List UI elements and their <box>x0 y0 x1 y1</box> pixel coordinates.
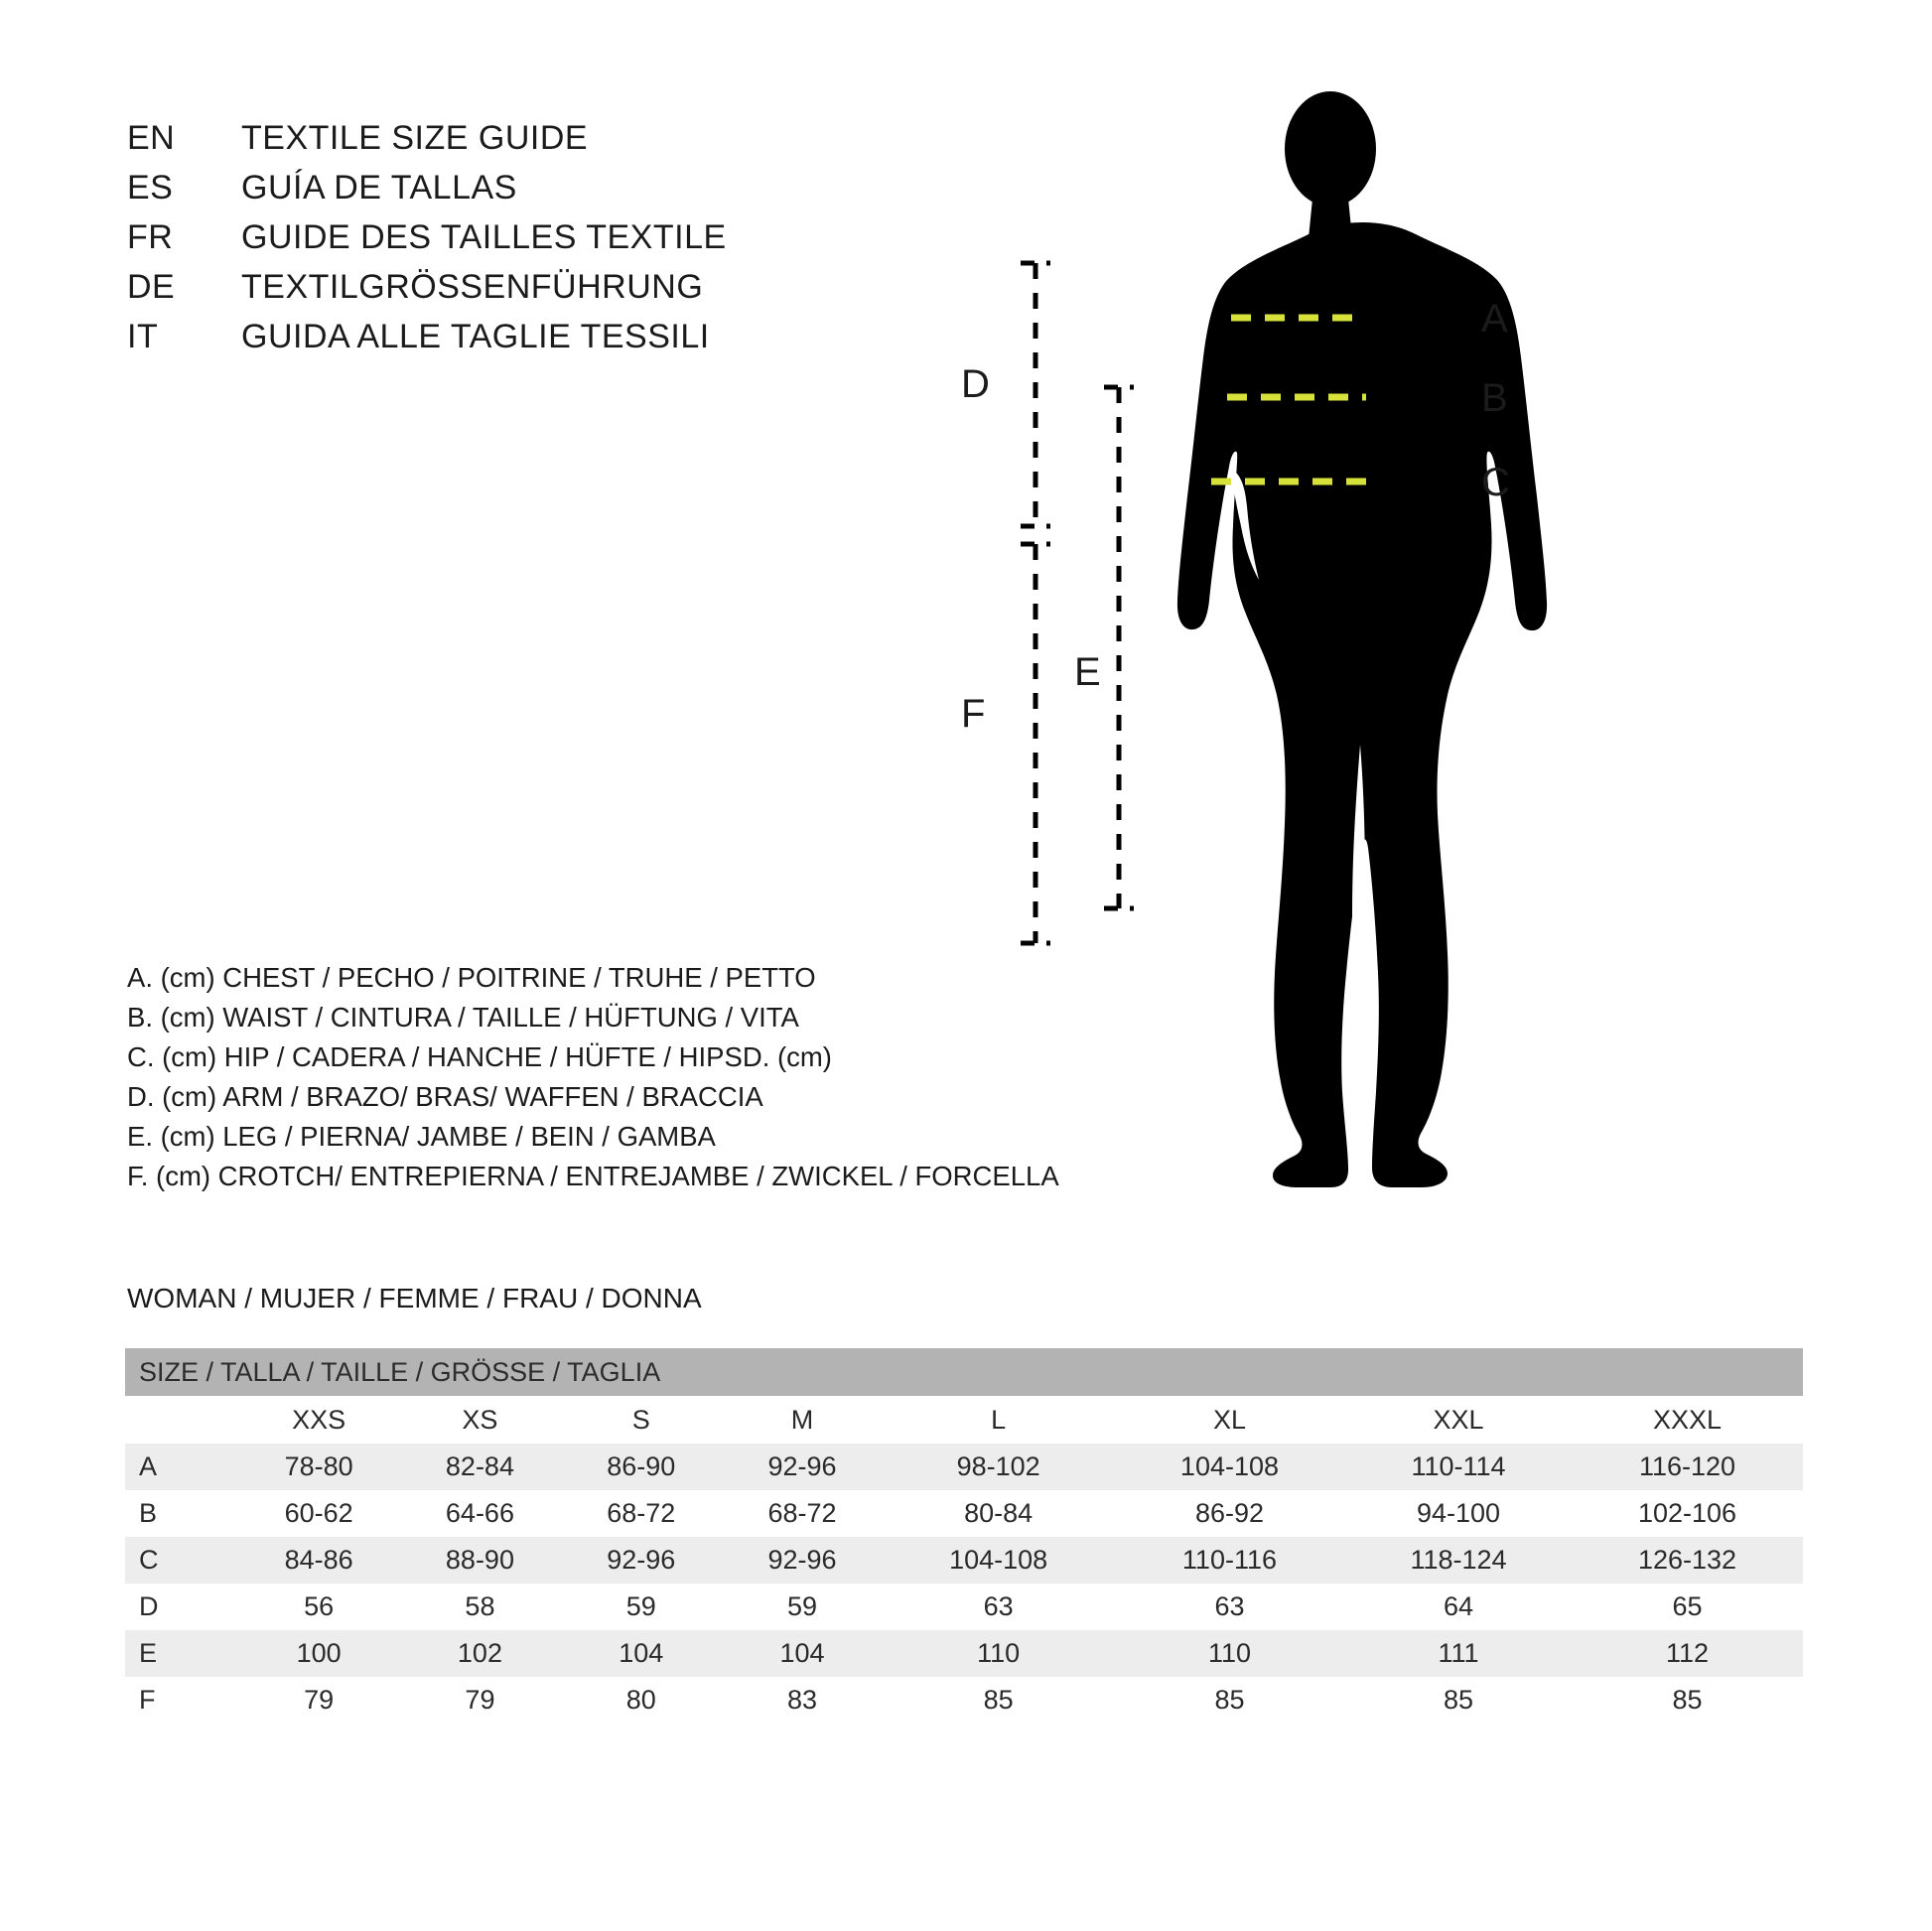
cell-a-xxl: 110-114 <box>1345 1444 1572 1490</box>
row-label-e: E <box>125 1630 238 1677</box>
cell-e-xl: 110 <box>1114 1630 1345 1677</box>
cell-b-xxs: 60-62 <box>238 1490 399 1537</box>
cell-b-xxxl: 102-106 <box>1572 1490 1803 1537</box>
cell-a-xxxl: 116-120 <box>1572 1444 1803 1490</box>
col-l: L <box>883 1396 1114 1444</box>
row-label-b: B <box>125 1490 238 1537</box>
arm-dimension-bracket <box>1021 263 1050 526</box>
cell-e-m: 104 <box>722 1630 883 1677</box>
cell-c-xs: 88-90 <box>399 1537 560 1584</box>
title-lang-it: IT <box>127 318 159 355</box>
table-row <box>125 1490 1803 1537</box>
cell-d-xl: 63 <box>1114 1584 1345 1630</box>
row-label-d: D <box>125 1584 238 1630</box>
legend-item-f: F. (cm) CROTCH/ ENTREPIERNA / ENTREJAMBE / ZWICKEL / FORCELLA <box>127 1161 1059 1191</box>
title-row <box>127 268 727 318</box>
cell-f-xs: 79 <box>399 1677 560 1724</box>
title-text-fr: GUIDE DES TAILLES TEXTILE <box>241 218 727 256</box>
col-xxs: XXS <box>238 1396 399 1444</box>
title-text-es: GUÍA DE TALLAS <box>241 169 517 207</box>
cell-c-l: 104-108 <box>883 1537 1114 1584</box>
cell-e-xxxl: 112 <box>1572 1630 1803 1677</box>
legend-item-a: A. (cm) CHEST / PECHO / POITRINE / TRUHE / PETTO <box>127 962 816 993</box>
title-text-de: TEXTILGRÖSSENFÜHRUNG <box>241 268 704 306</box>
cell-b-l: 80-84 <box>883 1490 1114 1537</box>
row-label-a: A <box>125 1444 238 1490</box>
cell-e-s: 104 <box>561 1630 722 1677</box>
leg-dimension-bracket <box>1104 387 1134 908</box>
title-lang-fr: FR <box>127 218 174 256</box>
title-lang-de: DE <box>127 268 176 306</box>
row-label-c: C <box>125 1537 238 1584</box>
table-header-row <box>125 1348 1803 1396</box>
cell-f-l: 85 <box>883 1677 1114 1724</box>
legend-item-b: B. (cm) WAIST / CINTURA / TAILLE / HÜFTUNG / VITA <box>127 1002 799 1033</box>
cell-a-l: 98-102 <box>883 1444 1114 1490</box>
label-waist-b: B <box>1481 376 1508 420</box>
cell-f-xxs: 79 <box>238 1677 399 1724</box>
title-text-en: TEXTILE SIZE GUIDE <box>241 119 589 157</box>
cell-b-xxl: 94-100 <box>1345 1490 1572 1537</box>
title-row <box>127 169 727 218</box>
cell-f-xxxl: 85 <box>1572 1677 1803 1724</box>
group-label: WOMAN / MUJER / FEMME / FRAU / DONNA <box>127 1283 702 1313</box>
row-label-f: F <box>125 1677 238 1724</box>
cell-e-xs: 102 <box>399 1630 560 1677</box>
label-crotch-f: F <box>961 692 986 736</box>
col-m: M <box>722 1396 883 1444</box>
cell-d-xxs: 56 <box>238 1584 399 1630</box>
cell-b-xl: 86-92 <box>1114 1490 1345 1537</box>
title-lang-en: EN <box>127 119 176 157</box>
label-hip-c: C <box>1481 461 1510 504</box>
col-xl: XL <box>1114 1396 1345 1444</box>
size-table <box>125 1348 1803 1724</box>
legend-item-c: C. (cm) HIP / CADERA / HANCHE / HÜFTE / HIPSD. (cm) <box>127 1041 832 1072</box>
cell-f-s: 80 <box>561 1677 722 1724</box>
table-corner-cell <box>125 1396 238 1444</box>
cell-d-l: 63 <box>883 1584 1114 1630</box>
cell-b-xs: 64-66 <box>399 1490 560 1537</box>
cell-f-m: 83 <box>722 1677 883 1724</box>
cell-a-xxs: 78-80 <box>238 1444 399 1490</box>
table-row <box>125 1677 1803 1724</box>
cell-d-s: 59 <box>561 1584 722 1630</box>
table-row <box>125 1630 1803 1677</box>
cell-e-xxs: 100 <box>238 1630 399 1677</box>
table-column-row <box>125 1396 1803 1444</box>
cell-a-m: 92-96 <box>722 1444 883 1490</box>
cell-c-xxl: 118-124 <box>1345 1537 1572 1584</box>
cell-c-m: 92-96 <box>722 1537 883 1584</box>
col-xxl: XXL <box>1345 1396 1572 1444</box>
table-header-label: SIZE / TALLA / TAILLE / GRÖSSE / TAGLIA <box>125 1348 1803 1396</box>
table-row <box>125 1584 1803 1630</box>
cell-a-s: 86-90 <box>561 1444 722 1490</box>
cell-c-xl: 110-116 <box>1114 1537 1345 1584</box>
title-block <box>127 119 727 367</box>
crotch-dimension-bracket <box>1021 544 1050 943</box>
title-text-it: GUIDA ALLE TAGLIE TESSILI <box>241 318 710 355</box>
cell-e-xxl: 111 <box>1345 1630 1572 1677</box>
female-silhouette-icon <box>1177 91 1547 1187</box>
cell-c-xxs: 84-86 <box>238 1537 399 1584</box>
cell-d-xxxl: 65 <box>1572 1584 1803 1630</box>
body-measurement-diagram <box>961 60 1906 1251</box>
cell-d-xxl: 64 <box>1345 1584 1572 1630</box>
cell-b-s: 68-72 <box>561 1490 722 1537</box>
measurement-legend <box>127 958 1059 1196</box>
title-row <box>127 218 727 268</box>
label-leg-e: E <box>1074 650 1101 694</box>
col-xxxl: XXXL <box>1572 1396 1803 1444</box>
cell-f-xxl: 85 <box>1345 1677 1572 1724</box>
cell-e-l: 110 <box>883 1630 1114 1677</box>
title-row <box>127 318 727 367</box>
legend-item-e: E. (cm) LEG / PIERNA/ JAMBE / BEIN / GAMBA <box>127 1121 716 1152</box>
title-row <box>127 119 727 169</box>
cell-c-s: 92-96 <box>561 1537 722 1584</box>
title-lang-es: ES <box>127 169 174 207</box>
cell-b-m: 68-72 <box>722 1490 883 1537</box>
cell-d-xs: 58 <box>399 1584 560 1630</box>
col-xs: XS <box>399 1396 560 1444</box>
label-arm-d: D <box>961 362 990 406</box>
label-chest-a: A <box>1481 297 1508 341</box>
cell-a-xs: 82-84 <box>399 1444 560 1490</box>
table-row <box>125 1537 1803 1584</box>
cell-c-xxxl: 126-132 <box>1572 1537 1803 1584</box>
cell-f-xl: 85 <box>1114 1677 1345 1724</box>
col-s: S <box>561 1396 722 1444</box>
table-row <box>125 1444 1803 1490</box>
legend-item-d: D. (cm) ARM / BRAZO/ BRAS/ WAFFEN / BRACCIA <box>127 1081 763 1112</box>
cell-d-m: 59 <box>722 1584 883 1630</box>
cell-a-xl: 104-108 <box>1114 1444 1345 1490</box>
